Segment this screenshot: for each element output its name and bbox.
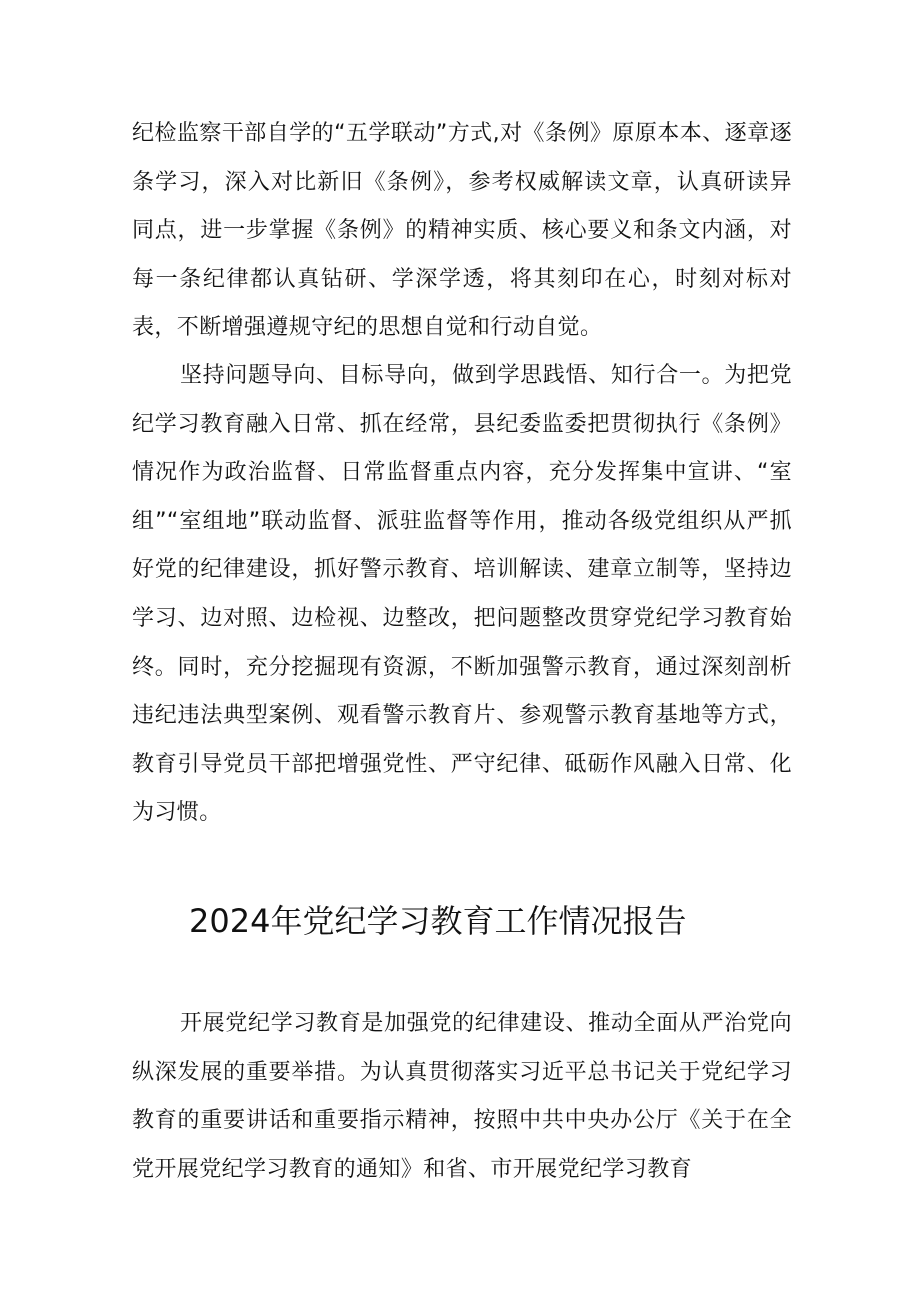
paragraph-continued (132, 110, 792, 353)
paragraph-text: 开展党纪学习教育是加强党的纪律建设、推动全面从严治党向纵深发展的重要举措。为认真贯彻落实习近平总书记关于党纪学习教育的重要讲话和重要指示精神，按照中共中央办公厅《关于在全党开展党纪学习教育的通知》和省、市开展党纪学习教育 (132, 1011, 792, 1182)
paragraph-intro (132, 1000, 792, 1194)
paragraph-text: 纪检监察干部自学的“五学联动”方式,对《条例》原原本本、逐章逐条学习，深入对比新旧《条例》，参考权威解读文章，认真研读异同点，进一步掌握《条例》的精神实质、核心要义和条文内涵，对每一条纪律都认真钻研、学深学透，将其刻印在心，时刻对标对表，不断增强遵规守纪的思想自觉和行动自觉。 (132, 121, 792, 341)
paragraph-problem-oriented (132, 352, 792, 838)
document-title: 2024年党纪学习教育工作情况报告 (189, 902, 687, 940)
paragraph-text: 坚持问题导向、目标导向，做到学思践悟、知行合一。为把党纪学习教育融入日常、抓在经常，县纪委监委把贯彻执行《条例》情况作为政治监督、日常监督重点内容，充分发挥集中宣讲、“室组”“室组地”联动监督、派驻监督等作用，推动各级党组织从严抓好党的纪律建设，抓好警示教育、培训解读、建章立制等，坚持边学习、边对照、边检视、边整改，把问题整改贯穿党纪学习教育始终。同时，充分挖掘现有资源，不断加强警示教育，通过深刻剖析违纪违法典型案例、观看警示教育片、参观警示教育基地等方式，教育引导党员干部把增强党性、严守纪律、砥砺作风融入日常、化为习惯。 (132, 363, 792, 826)
